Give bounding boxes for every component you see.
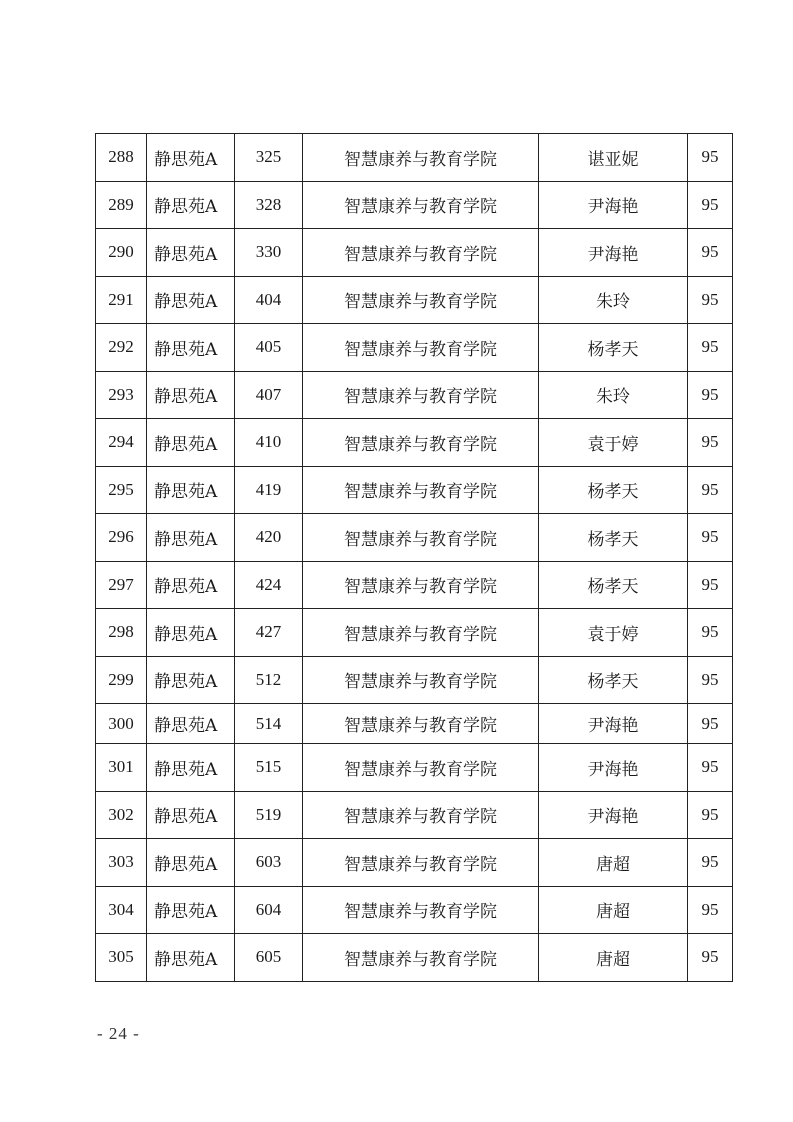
building-cell: 静思苑A xyxy=(147,561,235,609)
person-name-cell: 杨孝天 xyxy=(539,561,688,609)
table-row xyxy=(96,514,733,562)
person-name-cell: 谌亚妮 xyxy=(539,134,688,182)
score-cell: 95 xyxy=(688,839,733,887)
table-row xyxy=(96,744,733,792)
room-number-cell: 512 xyxy=(235,656,303,704)
building-cell: 静思苑A xyxy=(147,514,235,562)
table-row xyxy=(96,704,733,744)
room-number-cell: 405 xyxy=(235,324,303,372)
building-cell: 静思苑A xyxy=(147,324,235,372)
person-name-cell: 杨孝天 xyxy=(539,514,688,562)
row-number-cell: 305 xyxy=(96,934,147,982)
room-number-cell: 404 xyxy=(235,276,303,324)
score-cell: 95 xyxy=(688,324,733,372)
table-row xyxy=(96,181,733,229)
room-number-cell: 424 xyxy=(235,561,303,609)
building-cell: 静思苑A xyxy=(147,276,235,324)
college-cell: 智慧康养与教育学院 xyxy=(303,134,539,182)
college-cell: 智慧康养与教育学院 xyxy=(303,704,539,744)
row-number-cell: 290 xyxy=(96,229,147,277)
score-cell: 95 xyxy=(688,514,733,562)
row-number-cell: 288 xyxy=(96,134,147,182)
room-number-cell: 605 xyxy=(235,934,303,982)
table-row xyxy=(96,609,733,657)
row-number-cell: 295 xyxy=(96,466,147,514)
person-name-cell: 尹海艳 xyxy=(539,744,688,792)
table-row xyxy=(96,276,733,324)
score-cell: 95 xyxy=(688,229,733,277)
building-cell: 静思苑A xyxy=(147,229,235,277)
row-number-cell: 296 xyxy=(96,514,147,562)
row-number-cell: 298 xyxy=(96,609,147,657)
row-number-cell: 300 xyxy=(96,704,147,744)
score-cell: 95 xyxy=(688,181,733,229)
row-number-cell: 289 xyxy=(96,181,147,229)
room-number-cell: 427 xyxy=(235,609,303,657)
row-number-cell: 291 xyxy=(96,276,147,324)
score-cell: 95 xyxy=(688,886,733,934)
college-cell: 智慧康养与教育学院 xyxy=(303,656,539,704)
table-row xyxy=(96,839,733,887)
row-number-cell: 301 xyxy=(96,744,147,792)
score-cell: 95 xyxy=(688,609,733,657)
college-cell: 智慧康养与教育学院 xyxy=(303,371,539,419)
building-cell: 静思苑A xyxy=(147,934,235,982)
building-cell: 静思苑A xyxy=(147,656,235,704)
building-cell: 静思苑A xyxy=(147,134,235,182)
score-cell: 95 xyxy=(688,419,733,467)
person-name-cell: 杨孝天 xyxy=(539,466,688,514)
person-name-cell: 朱玲 xyxy=(539,371,688,419)
building-cell: 静思苑A xyxy=(147,371,235,419)
building-cell: 静思苑A xyxy=(147,466,235,514)
college-cell: 智慧康养与教育学院 xyxy=(303,181,539,229)
table-row xyxy=(96,419,733,467)
score-cell: 95 xyxy=(688,656,733,704)
college-cell: 智慧康养与教育学院 xyxy=(303,229,539,277)
score-cell: 95 xyxy=(688,704,733,744)
person-name-cell: 袁于婷 xyxy=(539,609,688,657)
college-cell: 智慧康养与教育学院 xyxy=(303,561,539,609)
table-row xyxy=(96,466,733,514)
building-cell: 静思苑A xyxy=(147,419,235,467)
score-cell: 95 xyxy=(688,934,733,982)
person-name-cell: 袁于婷 xyxy=(539,419,688,467)
room-number-cell: 328 xyxy=(235,181,303,229)
building-cell: 静思苑A xyxy=(147,181,235,229)
table-body xyxy=(96,134,733,982)
room-number-cell: 407 xyxy=(235,371,303,419)
college-cell: 智慧康养与教育学院 xyxy=(303,886,539,934)
row-number-cell: 297 xyxy=(96,561,147,609)
row-number-cell: 292 xyxy=(96,324,147,372)
college-cell: 智慧康养与教育学院 xyxy=(303,839,539,887)
person-name-cell: 杨孝天 xyxy=(539,324,688,372)
room-number-cell: 410 xyxy=(235,419,303,467)
table-row xyxy=(96,229,733,277)
person-name-cell: 尹海艳 xyxy=(539,704,688,744)
college-cell: 智慧康养与教育学院 xyxy=(303,744,539,792)
table-row xyxy=(96,791,733,839)
table-row xyxy=(96,934,733,982)
table-row xyxy=(96,886,733,934)
row-number-cell: 293 xyxy=(96,371,147,419)
college-cell: 智慧康养与教育学院 xyxy=(303,466,539,514)
person-name-cell: 唐超 xyxy=(539,886,688,934)
score-cell: 95 xyxy=(688,791,733,839)
person-name-cell: 唐超 xyxy=(539,934,688,982)
building-cell: 静思苑A xyxy=(147,791,235,839)
row-number-cell: 294 xyxy=(96,419,147,467)
row-number-cell: 302 xyxy=(96,791,147,839)
building-cell: 静思苑A xyxy=(147,704,235,744)
building-cell: 静思苑A xyxy=(147,744,235,792)
score-cell: 95 xyxy=(688,466,733,514)
row-number-cell: 299 xyxy=(96,656,147,704)
college-cell: 智慧康养与教育学院 xyxy=(303,934,539,982)
college-cell: 智慧康养与教育学院 xyxy=(303,514,539,562)
room-number-cell: 604 xyxy=(235,886,303,934)
person-name-cell: 尹海艳 xyxy=(539,181,688,229)
person-name-cell: 朱玲 xyxy=(539,276,688,324)
page-number: - 24 - xyxy=(97,1024,140,1043)
building-cell: 静思苑A xyxy=(147,609,235,657)
score-cell: 95 xyxy=(688,561,733,609)
table-row xyxy=(96,656,733,704)
table-row xyxy=(96,324,733,372)
score-cell: 95 xyxy=(688,371,733,419)
room-number-cell: 325 xyxy=(235,134,303,182)
college-cell: 智慧康养与教育学院 xyxy=(303,609,539,657)
score-cell: 95 xyxy=(688,134,733,182)
room-number-cell: 330 xyxy=(235,229,303,277)
dormitory-score-table xyxy=(95,133,733,982)
row-number-cell: 303 xyxy=(96,839,147,887)
score-cell: 95 xyxy=(688,744,733,792)
room-number-cell: 603 xyxy=(235,839,303,887)
room-number-cell: 514 xyxy=(235,704,303,744)
table-row xyxy=(96,371,733,419)
score-cell: 95 xyxy=(688,276,733,324)
table-row xyxy=(96,561,733,609)
person-name-cell: 尹海艳 xyxy=(539,229,688,277)
row-number-cell: 304 xyxy=(96,886,147,934)
college-cell: 智慧康养与教育学院 xyxy=(303,419,539,467)
building-cell: 静思苑A xyxy=(147,886,235,934)
person-name-cell: 杨孝天 xyxy=(539,656,688,704)
person-name-cell: 唐超 xyxy=(539,839,688,887)
room-number-cell: 519 xyxy=(235,791,303,839)
person-name-cell: 尹海艳 xyxy=(539,791,688,839)
table-row xyxy=(96,134,733,182)
building-cell: 静思苑A xyxy=(147,839,235,887)
room-number-cell: 419 xyxy=(235,466,303,514)
room-number-cell: 515 xyxy=(235,744,303,792)
college-cell: 智慧康养与教育学院 xyxy=(303,276,539,324)
college-cell: 智慧康养与教育学院 xyxy=(303,791,539,839)
room-number-cell: 420 xyxy=(235,514,303,562)
college-cell: 智慧康养与教育学院 xyxy=(303,324,539,372)
